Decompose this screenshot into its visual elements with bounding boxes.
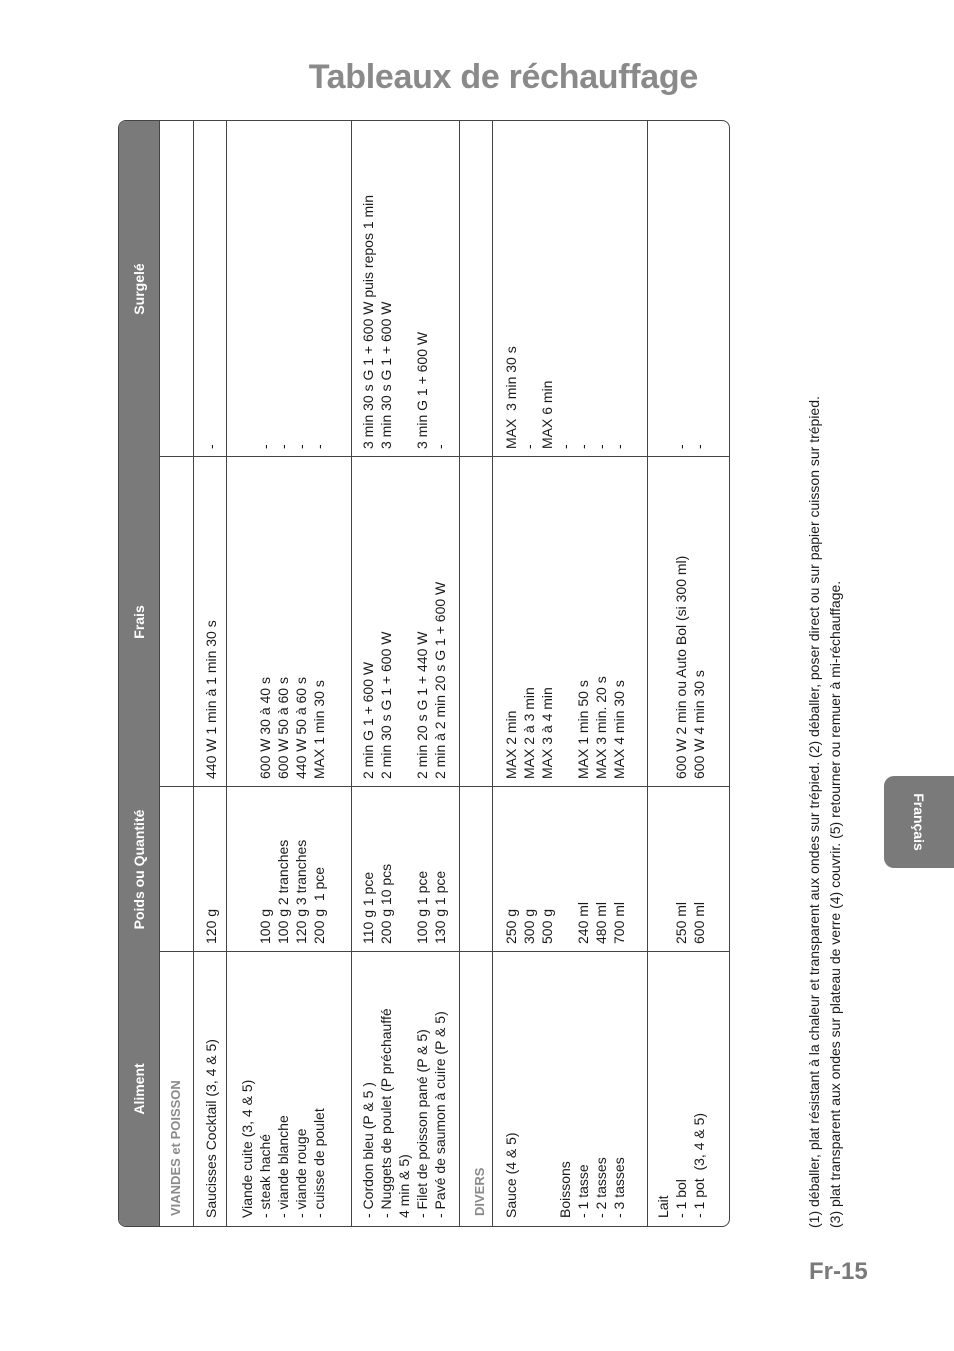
cell-aliment: - Cordon bleu (P & 5 ) - Nuggets de poulet (P préchauffé 4 min & 5) - Filet de poisson pané (P & 5) - Pavé de saumon à cuire (P & 5)	[360, 1008, 448, 1218]
table-row	[650, 121, 728, 1226]
page-title: Tableaux de réchauffage	[308, 58, 698, 96]
column-divider	[159, 456, 729, 457]
row-divider	[459, 121, 460, 1226]
table-row	[234, 121, 344, 1226]
cell-aliment: Viande cuite (3, 4 & 5) - steak haché - viande blanche - viande rouge - cuisse de poulet	[239, 1079, 327, 1218]
column-divider	[159, 951, 729, 952]
cell-poids: 110 g 1 pce 200 g 10 pcs 100 g 1 pce 130 g 1 pce	[360, 863, 448, 944]
row-divider	[226, 121, 227, 1226]
cell-frais: MAX 2 min MAX 2 à 3 min MAX 3 à 4 min MAX 1 min 50 s MAX 3 min. 20 s MAX 4 min 30 s	[503, 676, 627, 779]
row-divider	[159, 121, 160, 1226]
cell-aliment: Lait - 1 bol - 1 pot (3, 4 & 5)	[655, 1112, 707, 1218]
table-row	[498, 121, 648, 1226]
cell-surgele: -	[203, 444, 219, 449]
language-tab-label: Français	[911, 793, 927, 851]
header-frais: Frais	[131, 605, 147, 639]
header-aliment: Aliment	[131, 1063, 147, 1115]
reheating-table	[118, 120, 730, 1227]
footnote-line: (1) déballer, plat résistant à la chaleur et transparent aux ondes sur trépied. (2) déballer, poser direct ou sur papier cuisson sur trépied.	[806, 396, 822, 1228]
cell-surgele: - - - -	[257, 444, 327, 449]
language-tab	[884, 776, 954, 868]
table-row	[355, 121, 463, 1226]
header-poids: Poids ou Quantité	[131, 809, 147, 930]
header-surgele: Surgelé	[131, 263, 147, 315]
cell-poids: 250 ml 600 ml	[673, 901, 707, 944]
section-label: DIVERS	[472, 1167, 487, 1216]
cell-frais: 2 min G 1 + 600 W 2 min 30 s G 1 + 600 W 2 min 20 s G 1 + 440 W 2 min à 2 min 20 s G 1 + 600 W	[360, 581, 448, 779]
page-number: Fr-15	[809, 1258, 868, 1285]
section-label: VIANDES et POISSON	[168, 1080, 183, 1216]
cell-frais: 440 W 1 min à 1 min 30 s	[203, 620, 219, 779]
cell-frais: 600 W 30 à 40 s 600 W 50 à 60 s 440 W 50 à 60 s MAX 1 min 30 s	[257, 677, 327, 779]
table-rotated-container	[118, 120, 730, 1227]
footnote-line: (3) plat transparent aux ondes sur plateau de verre (4) couvrir. (5) retourner ou remuer à mi-réchauffage.	[827, 580, 843, 1228]
section-viandes	[159, 121, 193, 1226]
table-row	[198, 121, 226, 1226]
cell-surgele: - -	[673, 444, 707, 449]
row-divider	[351, 121, 352, 1226]
cell-poids: 120 g	[203, 908, 219, 944]
cell-aliment: Saucisses Cocktail (3, 4 & 5)	[203, 1039, 219, 1218]
row-divider	[492, 121, 493, 1226]
cell-poids: 250 g 300 g 500 g 240 ml 480 ml 700 ml	[503, 901, 627, 944]
cell-surgele: MAX 3 min 30 s - MAX 6 min - - - -	[503, 346, 627, 449]
cell-surgele: 3 min 30 s G 1 + 600 W puis repos 1 min 3 min 30 s G 1 + 600 W 3 min G 1 + 600 W -	[360, 194, 448, 449]
cell-poids: 100 g 100 g 2 tranches 120 g 3 tranches 200 g 1 pce	[257, 839, 327, 944]
column-divider	[159, 786, 729, 787]
cell-aliment: Sauce (4 & 5) Boissons - 1 tasse - 2 tasses - 3 tasses	[503, 1132, 627, 1218]
row-divider	[647, 121, 648, 1226]
cell-frais: 600 W 2 min ou Auto Bol (si 300 ml) 600 W 4 min 30 s	[673, 555, 707, 779]
footnotes	[804, 188, 846, 1228]
table-header	[119, 121, 159, 1226]
row-divider	[193, 121, 194, 1226]
